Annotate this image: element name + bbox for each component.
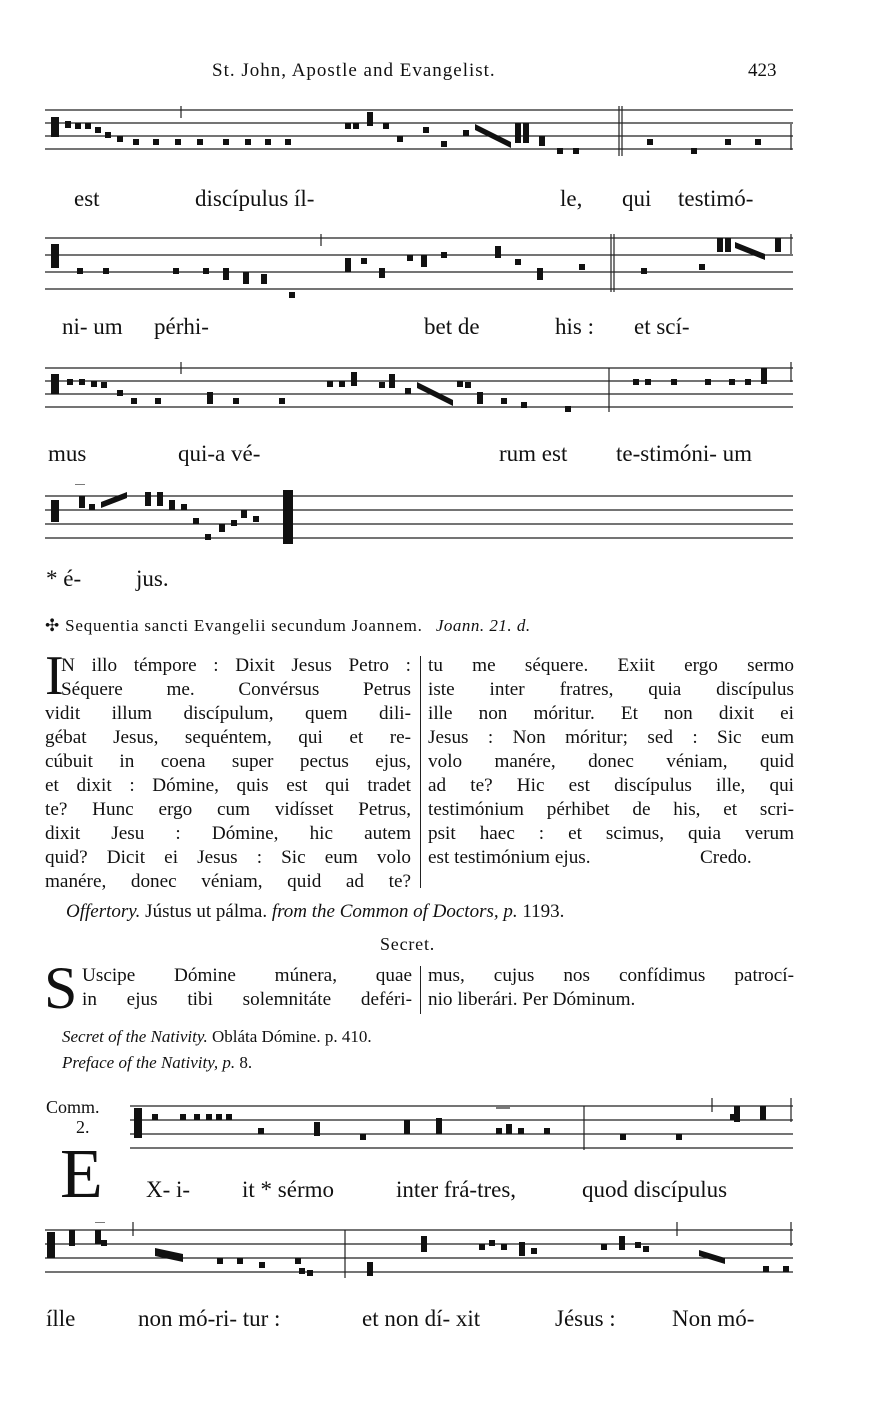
lyric-syllable: testimó- (678, 186, 754, 211)
offertory-text: Jústus ut pálma. (145, 901, 268, 922)
communion-initial: E (60, 1136, 103, 1213)
offertory-source: from the Common of Doctors, p. (271, 901, 518, 922)
column-divider (420, 966, 421, 1014)
text-line: volo manére, donec véniam, quid (428, 751, 794, 772)
lyric-syllable: te-stimóni- um (616, 441, 753, 466)
secret-nativity-text: Obláta Dómine. (211, 1027, 321, 1046)
lyric-syllable: it * sérmo (242, 1177, 334, 1202)
lyric-syllable: qui-a vé- (178, 441, 261, 466)
gospel-reference: Joann. 21. d. (435, 616, 531, 635)
secret-right-column (428, 964, 794, 1012)
secret-nativity-label: Secret of the Nativity. (62, 1027, 208, 1046)
chant-staff-4 (45, 484, 793, 550)
text-line: iste inter fratres, quia discípulus (428, 679, 794, 700)
secret-initial: S (44, 955, 78, 1021)
gospel-title (45, 616, 531, 636)
lyric-syllable: Jésus : (555, 1306, 616, 1331)
text-line: cúbuit in coena super pectus ejus, (45, 751, 411, 772)
chant-staff-2 (45, 234, 793, 300)
lyric-syllable: inter frá-tres, (396, 1177, 517, 1202)
text-line: in ejus tibi solemnitáte deféri- (82, 989, 412, 1010)
secret-heading: Secret. (380, 934, 436, 954)
text-line: dixit Jesu : Dómine, hic autem (45, 823, 411, 844)
lyric-syllable: et scí- (634, 314, 690, 339)
preface-page: 8. (239, 1053, 253, 1072)
chant-staff-1 (45, 106, 793, 156)
text-line: manére, donec véniam, quid ad te? (45, 871, 411, 892)
preface-line (62, 1053, 252, 1073)
chant-staff-3 (45, 362, 793, 418)
lyric-syllable: non mó-ri- tur : (138, 1306, 281, 1331)
text-line: te? Hunc ergo cum vidísset Petrus, (45, 799, 411, 820)
secret-nativity-page: p. 410. (324, 1027, 372, 1046)
lyric-syllable: discípulus íl- (195, 186, 315, 211)
text-line: et dixit : Dómine, quis est qui tradet (45, 775, 411, 796)
text-line: vidit illum discípulum, quem dili- (45, 703, 411, 724)
text-line: N illo témpore : Dixit Jesus Petro : (61, 655, 411, 676)
communion-label: Comm. (46, 1097, 100, 1117)
preface-label: Preface of the Nativity, p. (62, 1053, 236, 1072)
offertory-page: 1193. (522, 901, 565, 922)
offertory-line (66, 901, 564, 923)
lyric-syllable: ílle (46, 1306, 76, 1331)
page-number: 423 (748, 60, 777, 81)
lyric-syllable: X- i- (146, 1177, 191, 1202)
text-line: gébat Jesus, sequéntem, qui et re- (45, 727, 411, 748)
lyric-syllable: * é- (46, 566, 82, 591)
communion-staff-2 (45, 1222, 793, 1288)
lyric-syllable: ni- um (62, 314, 123, 339)
gospel-right-column (428, 654, 794, 870)
text-line: ille non móritur. Et non dixit ei (428, 703, 794, 724)
text-line: tu me séquere. Exiit ergo sermo (428, 655, 794, 676)
lyric-syllable: pérhi- (154, 314, 209, 339)
text-line: mus, cujus nos confídimus patrocí- (428, 965, 794, 986)
text-line: ad te? Hic est discípulus ille, qui (428, 775, 794, 796)
text-line: nio liberári. Per Dóminum. (428, 989, 636, 1010)
gospel-last-line: est testimónium ejus. (428, 847, 591, 868)
lyric-syllable: his : (555, 314, 594, 339)
text-line: testimónium pérhibet de his, et scri- (428, 799, 794, 820)
gospel-left-column (45, 654, 411, 894)
lyric-syllable: jus. (136, 566, 169, 591)
lyric-syllable: mus (48, 441, 87, 466)
credo-label: Credo. (700, 847, 752, 868)
lyric-syllable: et non dí- xit (362, 1306, 481, 1331)
lyric-syllable: le, (560, 186, 583, 211)
lyric-syllable: bet de (424, 314, 480, 339)
text-line: Uscipe Dómine múnera, quae (82, 965, 412, 986)
communion-mode: 2. (76, 1117, 90, 1137)
text-line (428, 846, 794, 870)
text-line: quid? Dicit ei Jesus : Sic eum volo (45, 847, 411, 868)
lyric-syllable: est (74, 186, 100, 211)
text-line: Séquere me. Convérsus Petrus (61, 679, 411, 700)
lyric-syllable: quod discípulus (582, 1177, 728, 1202)
secret-left-column (82, 964, 412, 1012)
gospel-initial: I (45, 645, 64, 707)
running-title: St. John, Apostle and Evangelist. (212, 60, 496, 81)
lyric-syllable: Non mó- (672, 1306, 755, 1331)
column-divider (420, 656, 421, 888)
gospel-title-text: ✣ Sequentia sancti Evangelii secundum Joannem. (45, 616, 423, 635)
offertory-label: Offertory. (66, 901, 141, 922)
text-line: Jesus : Non móritur; sed : Sic eum (428, 727, 794, 748)
text-line: psit haec : et scimus, quia verum (428, 823, 794, 844)
lyric-syllable: qui (622, 186, 652, 211)
lyric-syllable: rum est (499, 441, 568, 466)
secret-nativity-line (62, 1027, 372, 1047)
communion-staff-1 (130, 1098, 793, 1158)
